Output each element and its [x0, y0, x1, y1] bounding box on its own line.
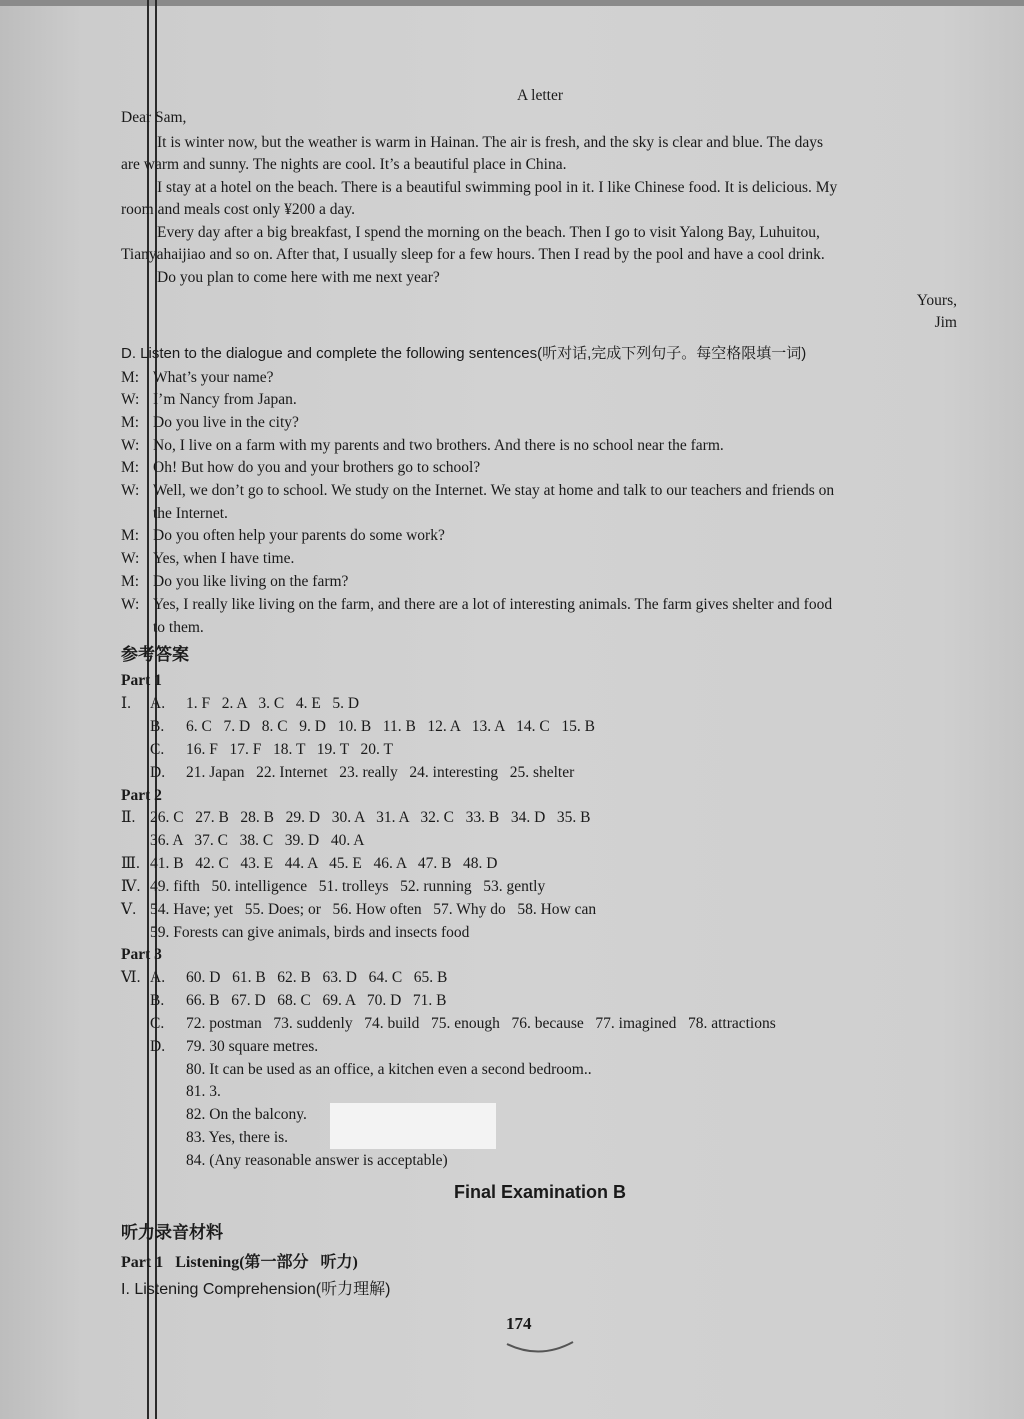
dialogue-speaker: W:	[121, 596, 140, 613]
answer-row: 60. D 61. B 62. B 63. D 64. C 65. B	[186, 969, 448, 986]
answer-sub: D.	[150, 1038, 166, 1055]
answer-row: 21. Japan 22. Internet 23. really 24. interesting 25. shelter	[186, 764, 575, 781]
dialogue-speaker: W:	[121, 391, 140, 408]
answer-row: 82. On the balcony.	[186, 1106, 307, 1123]
listening-part-title: Part 1 Listening(第一部分 听力)	[121, 1254, 358, 1271]
letter-line: Tianyahaijiao and so on. After that, I usually sleep for a few hours. Then I read by the pool and have a cool drink.	[121, 246, 825, 263]
dialogue-speaker: M:	[121, 369, 140, 386]
part2-label: Part 2	[121, 787, 162, 804]
listening-material-heading: 听力录音材料	[121, 1223, 223, 1242]
answer-sub: C.	[150, 1015, 165, 1032]
listening-comprehension-subtitle: I. Listening Comprehension(听力理解)	[121, 1281, 391, 1298]
answer-prefix: Ⅳ.	[121, 878, 141, 895]
letter-closing: Yours,	[916, 292, 957, 309]
part3-label: Part 3	[121, 946, 162, 963]
page-ornament	[505, 1338, 575, 1358]
answer-sub: B.	[150, 992, 165, 1009]
dialogue-line: Do you often help your parents do some work?	[153, 527, 445, 544]
answer-row: 72. postman 73. suddenly 74. build 75. enough 76. because 77. imagined 78. attractions	[186, 1015, 776, 1032]
answer-row: 36. A 37. C 38. C 39. D 40. A	[150, 832, 365, 849]
dialogue-line: Do you like living on the farm?	[153, 573, 349, 590]
dialogue-line: Do you live in the city?	[153, 414, 299, 431]
answer-row: 41. B 42. C 43. E 44. A 45. E 46. A 47. B 48. D	[150, 855, 498, 872]
dialogue-speaker: W:	[121, 550, 140, 567]
letter-greeting: Dear Sam,	[121, 109, 187, 126]
answer-row: 16. F 17. F 18. T 19. T 20. T	[186, 741, 393, 758]
answer-sub: C.	[150, 741, 165, 758]
answer-prefix: Ⅲ.	[121, 855, 140, 872]
answer-row: 83. Yes, there is.	[186, 1129, 289, 1146]
section-d-instruction: D. Listen to the dialogue and complete the following sentences(听对话,完成下列句子。每空格限填一词)	[121, 345, 807, 362]
answer-prefix: Ⅰ.	[121, 695, 131, 712]
dialogue-speaker: M:	[121, 459, 140, 476]
answer-row: 84. (Any reasonable answer is acceptable)	[186, 1152, 448, 1169]
answer-row: 6. C 7. D 8. C 9. D 10. B 11. B 12. A 13. A 14. C 15. B	[186, 718, 595, 735]
letter-title: A letter	[516, 87, 564, 104]
letter-line: I stay at a hotel on the beach. There is a beautiful swimming pool in it. I like Chinese food. It is delicious. My	[157, 179, 838, 196]
answer-row: 26. C 27. B 28. B 29. D 30. A 31. A 32. C 33. B 34. D 35. B	[150, 809, 591, 826]
dialogue-line: What’s your name?	[153, 369, 274, 386]
part1-label: Part 1	[121, 672, 162, 689]
letter-line: Every day after a big breakfast, I spend the morning on the beach. Then I go to visit Yalong Bay, Luhuitou,	[157, 224, 820, 241]
page-number: 174	[506, 1314, 532, 1333]
letter-line: room and meals cost only ¥200 a day.	[121, 201, 356, 218]
answer-row: 54. Have; yet 55. Does; or 56. How often 57. Why do 58. How can	[150, 901, 597, 918]
dialogue-speaker: M:	[121, 414, 140, 431]
answer-row: 66. B 67. D 68. C 69. A 70. D 71. B	[186, 992, 447, 1009]
dialogue-line: the Internet.	[153, 505, 228, 522]
answer-prefix: Ⅱ.	[121, 809, 136, 826]
dialogue-speaker: W:	[121, 482, 140, 499]
answer-sub: A.	[150, 695, 166, 712]
answer-row: 1. F 2. A 3. C 4. E 5. D	[186, 695, 360, 712]
letter-line: Do you plan to come here with me next year?	[157, 269, 440, 286]
dialogue-line: I’m Nancy from Japan.	[153, 391, 297, 408]
dialogue-speaker: M:	[121, 527, 140, 544]
dialogue-line: Well, we don’t go to school. We study on the Internet. We stay at home and talk to our teachers and friends on	[153, 482, 835, 499]
dialogue-line: Yes, I really like living on the farm, and there are a lot of interesting animals. The farm gives shelter and food	[153, 596, 833, 613]
dialogue-speaker: M:	[121, 573, 140, 590]
dialogue-speaker: W:	[121, 437, 140, 454]
dialogue-line: Oh! But how do you and your brothers go to school?	[153, 459, 481, 476]
answer-row: 59. Forests can give animals, birds and insects food	[150, 924, 470, 941]
answer-prefix: Ⅵ.	[121, 969, 141, 986]
dialogue-line: to them.	[153, 619, 204, 636]
answer-prefix: Ⅴ.	[121, 901, 137, 918]
page-top-edge	[0, 0, 1024, 6]
dialogue-line: No, I live on a farm with my parents and two brothers. And there is no school near the farm.	[153, 437, 724, 454]
answer-row: 79. 30 square metres.	[186, 1038, 319, 1055]
answer-sub: D.	[150, 764, 166, 781]
answer-row: 80. It can be used as an office, a kitchen even a second bedroom..	[186, 1061, 592, 1078]
letter-line: are warm and sunny. The nights are cool. It’s a beautiful place in China.	[121, 156, 567, 173]
redaction-box	[330, 1103, 496, 1149]
answer-sub: B.	[150, 718, 165, 735]
letter-signature: Jim	[934, 314, 957, 331]
dialogue-line: Yes, when I have time.	[153, 550, 295, 567]
answer-row: 49. fifth 50. intelligence 51. trolleys 52. running 53. gently	[150, 878, 546, 895]
final-exam-title: Final Examination B	[453, 1182, 627, 1202]
answer-sub: A.	[150, 969, 166, 986]
answer-row: 81. 3.	[186, 1083, 221, 1100]
answers-heading: 参考答案	[121, 645, 189, 664]
letter-line: It is winter now, but the weather is warm in Hainan. The air is fresh, and the sky is clear and blue. The days	[157, 134, 824, 151]
